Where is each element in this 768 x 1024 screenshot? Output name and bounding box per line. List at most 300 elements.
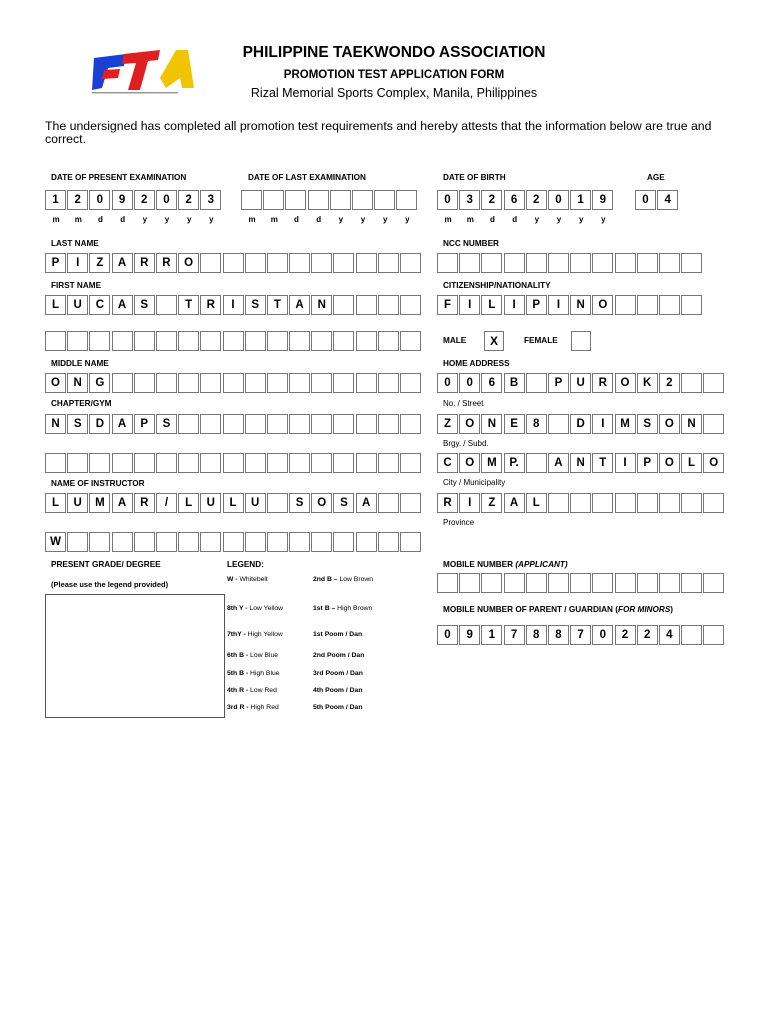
char-box[interactable] xyxy=(526,453,547,473)
char-box[interactable] xyxy=(89,331,110,351)
char-box[interactable]: N xyxy=(311,295,332,315)
address-city-boxes[interactable] xyxy=(437,453,725,473)
char-box[interactable]: 1 xyxy=(481,625,502,645)
char-box[interactable]: 0 xyxy=(437,373,458,393)
char-box[interactable] xyxy=(378,532,399,552)
char-box[interactable] xyxy=(437,253,458,273)
char-box[interactable]: 9 xyxy=(112,190,133,210)
label-city: City / Municipality xyxy=(443,478,506,487)
char-box[interactable]: Z xyxy=(437,414,458,434)
char-box[interactable]: A xyxy=(504,493,525,513)
char-box[interactable] xyxy=(703,414,724,434)
label-instructor: NAME OF INSTRUCTOR xyxy=(51,479,145,488)
first-name-boxes[interactable] xyxy=(45,295,422,315)
char-box[interactable]: N xyxy=(570,453,591,473)
char-box[interactable] xyxy=(356,532,377,552)
char-box[interactable] xyxy=(615,573,636,593)
ncc-number-boxes[interactable] xyxy=(437,253,703,273)
char-box[interactable]: 8 xyxy=(526,625,547,645)
char-box[interactable]: R xyxy=(134,253,155,273)
char-box[interactable] xyxy=(703,373,724,393)
char-box[interactable]: O xyxy=(45,373,66,393)
char-box[interactable] xyxy=(681,253,702,273)
char-box[interactable]: S xyxy=(134,295,155,315)
date-present-boxes[interactable] xyxy=(45,190,223,210)
char-box[interactable]: N xyxy=(45,414,66,434)
char-box[interactable] xyxy=(223,532,244,552)
char-box[interactable]: S xyxy=(333,493,354,513)
char-box[interactable]: T xyxy=(267,295,288,315)
char-box[interactable] xyxy=(156,373,177,393)
char-box[interactable] xyxy=(504,573,525,593)
char-box[interactable] xyxy=(592,573,613,593)
date-format-char: y xyxy=(360,215,366,224)
char-box[interactable] xyxy=(112,532,133,552)
char-box[interactable]: D xyxy=(89,414,110,434)
char-box[interactable] xyxy=(400,453,421,473)
char-box[interactable] xyxy=(681,373,702,393)
char-box[interactable] xyxy=(330,190,351,210)
char-box[interactable] xyxy=(459,573,480,593)
char-box[interactable]: O xyxy=(178,253,199,273)
last-name-boxes[interactable] xyxy=(45,253,422,273)
char-box[interactable]: R xyxy=(200,295,221,315)
char-box[interactable] xyxy=(681,493,702,513)
char-box[interactable]: N xyxy=(681,414,702,434)
char-box[interactable] xyxy=(333,373,354,393)
char-box[interactable] xyxy=(112,373,133,393)
char-box[interactable] xyxy=(659,253,680,273)
char-box[interactable] xyxy=(45,331,66,351)
char-box[interactable] xyxy=(223,453,244,473)
first-name-boxes-line2[interactable] xyxy=(45,331,422,351)
char-box[interactable] xyxy=(267,331,288,351)
char-box[interactable]: O xyxy=(459,453,480,473)
char-box[interactable] xyxy=(703,493,724,513)
char-box[interactable] xyxy=(400,295,421,315)
char-box[interactable] xyxy=(289,414,310,434)
char-box[interactable] xyxy=(311,373,332,393)
char-box[interactable] xyxy=(289,453,310,473)
char-box[interactable] xyxy=(178,373,199,393)
char-box[interactable] xyxy=(333,532,354,552)
char-box[interactable] xyxy=(374,190,395,210)
char-box[interactable] xyxy=(592,253,613,273)
char-box[interactable] xyxy=(311,331,332,351)
char-box[interactable]: 2 xyxy=(615,625,636,645)
char-box[interactable]: 6 xyxy=(481,373,502,393)
char-box[interactable] xyxy=(637,253,658,273)
char-box[interactable]: L xyxy=(45,493,66,513)
char-box[interactable]: 8 xyxy=(526,414,547,434)
char-box[interactable] xyxy=(267,532,288,552)
char-box[interactable]: 4 xyxy=(659,625,680,645)
char-box[interactable]: G xyxy=(89,373,110,393)
char-box[interactable] xyxy=(285,190,306,210)
char-box[interactable] xyxy=(134,532,155,552)
char-box[interactable]: S xyxy=(637,414,658,434)
char-box[interactable]: I xyxy=(548,295,569,315)
char-box[interactable]: P xyxy=(45,253,66,273)
char-box[interactable] xyxy=(659,493,680,513)
char-box[interactable] xyxy=(200,253,221,273)
char-box[interactable]: P xyxy=(637,453,658,473)
char-box[interactable]: I xyxy=(223,295,244,315)
char-box[interactable]: U xyxy=(200,493,221,513)
char-box[interactable]: L xyxy=(526,493,547,513)
char-box[interactable] xyxy=(223,331,244,351)
char-box[interactable] xyxy=(459,253,480,273)
char-box[interactable] xyxy=(156,532,177,552)
char-box[interactable]: T xyxy=(178,295,199,315)
char-box[interactable]: E xyxy=(504,414,525,434)
char-box[interactable]: P. xyxy=(504,453,525,473)
char-box[interactable] xyxy=(245,414,266,434)
char-box[interactable]: A xyxy=(548,453,569,473)
char-box[interactable] xyxy=(659,295,680,315)
char-box[interactable] xyxy=(526,373,547,393)
char-box[interactable]: R xyxy=(592,373,613,393)
char-box[interactable] xyxy=(548,493,569,513)
legend-item: 2nd Poom / Dan xyxy=(313,652,365,659)
char-box[interactable] xyxy=(356,295,377,315)
char-box[interactable]: L xyxy=(223,493,244,513)
char-box[interactable]: 0 xyxy=(437,625,458,645)
char-box[interactable] xyxy=(67,453,88,473)
char-box[interactable]: 2 xyxy=(67,190,88,210)
char-box[interactable] xyxy=(178,331,199,351)
char-box[interactable] xyxy=(241,190,262,210)
char-box[interactable]: 0 xyxy=(459,373,480,393)
char-box[interactable]: L xyxy=(681,453,702,473)
char-box[interactable] xyxy=(570,493,591,513)
date-format-char: m xyxy=(270,215,278,224)
char-box[interactable] xyxy=(400,373,421,393)
char-box[interactable]: I xyxy=(615,453,636,473)
char-box[interactable] xyxy=(526,253,547,273)
char-box[interactable] xyxy=(400,414,421,434)
char-box[interactable] xyxy=(615,295,636,315)
char-box[interactable] xyxy=(67,532,88,552)
char-box[interactable] xyxy=(681,573,702,593)
char-box[interactable]: 8 xyxy=(548,625,569,645)
char-box[interactable] xyxy=(156,453,177,473)
char-box[interactable]: O xyxy=(311,493,332,513)
char-box[interactable]: S xyxy=(245,295,266,315)
char-box[interactable]: T xyxy=(592,453,613,473)
char-box[interactable]: 4 xyxy=(657,190,678,210)
char-box[interactable] xyxy=(592,493,613,513)
char-box[interactable] xyxy=(200,331,221,351)
char-box[interactable]: 2 xyxy=(481,190,502,210)
char-box[interactable] xyxy=(548,253,569,273)
char-box[interactable]: 9 xyxy=(592,190,613,210)
char-box[interactable]: / xyxy=(156,493,177,513)
date-format-char: m xyxy=(248,215,256,224)
char-box[interactable]: 3 xyxy=(459,190,480,210)
char-box[interactable]: P xyxy=(526,295,547,315)
char-box[interactable] xyxy=(200,453,221,473)
char-box[interactable] xyxy=(637,493,658,513)
char-box[interactable]: D xyxy=(570,414,591,434)
date-format-char: d xyxy=(316,215,322,224)
char-box[interactable] xyxy=(112,453,133,473)
char-box[interactable] xyxy=(311,414,332,434)
char-box[interactable] xyxy=(134,453,155,473)
char-box[interactable]: I xyxy=(592,414,613,434)
char-box[interactable]: 0 xyxy=(592,625,613,645)
female-checkbox[interactable] xyxy=(571,331,591,351)
legend-item: 4th Poom / Dan xyxy=(313,687,363,694)
char-box[interactable]: 0 xyxy=(635,190,656,210)
char-box[interactable] xyxy=(311,532,332,552)
char-box[interactable] xyxy=(356,253,377,273)
char-box[interactable] xyxy=(223,414,244,434)
char-box[interactable]: F xyxy=(437,295,458,315)
char-box[interactable]: C xyxy=(89,295,110,315)
char-box[interactable]: 9 xyxy=(459,625,480,645)
char-box[interactable]: I xyxy=(67,253,88,273)
label-present-grade: PRESENT GRADE/ DEGREE xyxy=(51,560,161,569)
char-box[interactable]: Z xyxy=(481,493,502,513)
address-province-boxes[interactable] xyxy=(437,493,725,513)
char-box[interactable]: M xyxy=(481,453,502,473)
char-box[interactable] xyxy=(89,453,110,473)
char-box[interactable] xyxy=(289,373,310,393)
char-box[interactable]: U xyxy=(245,493,266,513)
char-box[interactable] xyxy=(548,573,569,593)
chapter-boxes[interactable] xyxy=(45,414,422,434)
char-box[interactable]: O xyxy=(703,453,724,473)
char-box[interactable] xyxy=(245,453,266,473)
char-box[interactable]: 2 xyxy=(659,373,680,393)
char-box[interactable] xyxy=(245,253,266,273)
char-box[interactable] xyxy=(437,573,458,593)
char-box[interactable] xyxy=(45,453,66,473)
char-box[interactable] xyxy=(356,414,377,434)
char-box[interactable] xyxy=(356,453,377,473)
char-box[interactable] xyxy=(333,414,354,434)
char-box[interactable] xyxy=(378,331,399,351)
char-box[interactable]: 0 xyxy=(89,190,110,210)
char-box[interactable]: 1 xyxy=(570,190,591,210)
char-box[interactable] xyxy=(289,253,310,273)
char-box[interactable] xyxy=(245,373,266,393)
char-box[interactable] xyxy=(289,331,310,351)
char-box[interactable]: I xyxy=(504,295,525,315)
char-box[interactable] xyxy=(659,573,680,593)
mobile-parent-boxes[interactable] xyxy=(437,625,725,645)
char-box[interactable] xyxy=(356,373,377,393)
char-box[interactable] xyxy=(267,414,288,434)
char-box[interactable] xyxy=(637,573,658,593)
char-box[interactable] xyxy=(703,625,724,645)
char-box[interactable]: 0 xyxy=(548,190,569,210)
char-box[interactable]: O xyxy=(459,414,480,434)
char-box[interactable] xyxy=(245,532,266,552)
char-box[interactable] xyxy=(570,573,591,593)
char-box[interactable] xyxy=(356,331,377,351)
char-box[interactable] xyxy=(311,253,332,273)
char-box[interactable] xyxy=(178,532,199,552)
char-box[interactable]: L xyxy=(45,295,66,315)
char-box[interactable] xyxy=(378,493,399,513)
char-box[interactable]: A xyxy=(356,493,377,513)
char-box[interactable] xyxy=(67,331,88,351)
char-box[interactable] xyxy=(178,414,199,434)
char-box[interactable] xyxy=(570,253,591,273)
chapter-boxes-line2[interactable] xyxy=(45,453,422,473)
char-box[interactable] xyxy=(267,453,288,473)
char-box[interactable] xyxy=(156,295,177,315)
char-box[interactable] xyxy=(637,295,658,315)
date-last-boxes[interactable] xyxy=(241,190,419,210)
char-box[interactable]: O xyxy=(615,373,636,393)
char-box[interactable]: A xyxy=(112,414,133,434)
char-box[interactable]: R xyxy=(156,253,177,273)
char-box[interactable]: N xyxy=(570,295,591,315)
legend-item: 1st Poom / Dan xyxy=(313,631,363,638)
char-box[interactable] xyxy=(308,190,329,210)
char-box[interactable] xyxy=(112,331,133,351)
char-box[interactable]: S xyxy=(156,414,177,434)
char-box[interactable] xyxy=(400,253,421,273)
char-box[interactable] xyxy=(134,331,155,351)
char-box[interactable]: 2 xyxy=(178,190,199,210)
char-box[interactable] xyxy=(378,253,399,273)
char-box[interactable] xyxy=(548,414,569,434)
char-box[interactable] xyxy=(481,573,502,593)
mobile-applicant-boxes[interactable] xyxy=(437,573,725,593)
char-box[interactable] xyxy=(681,295,702,315)
char-box[interactable] xyxy=(134,373,155,393)
instructor-boxes[interactable] xyxy=(45,493,422,513)
char-box[interactable] xyxy=(333,331,354,351)
present-grade-box[interactable] xyxy=(45,594,225,718)
dob-boxes[interactable] xyxy=(437,190,615,210)
char-box[interactable] xyxy=(481,253,502,273)
char-box[interactable]: A xyxy=(112,493,133,513)
char-box[interactable] xyxy=(200,414,221,434)
date-format-char: d xyxy=(490,215,495,224)
char-box[interactable]: L xyxy=(481,295,502,315)
male-checkbox[interactable]: X xyxy=(484,331,504,351)
char-box[interactable] xyxy=(267,493,288,513)
middle-name-boxes[interactable] xyxy=(45,373,422,393)
char-box[interactable]: L xyxy=(178,493,199,513)
char-box[interactable] xyxy=(400,493,421,513)
char-box[interactable]: 3 xyxy=(200,190,221,210)
char-box[interactable] xyxy=(156,331,177,351)
char-box[interactable] xyxy=(223,373,244,393)
address-street-boxes[interactable] xyxy=(437,373,725,393)
char-box[interactable]: M xyxy=(89,493,110,513)
char-box[interactable] xyxy=(89,532,110,552)
char-box[interactable] xyxy=(200,373,221,393)
char-box[interactable] xyxy=(378,295,399,315)
char-box[interactable] xyxy=(378,453,399,473)
char-box[interactable]: W xyxy=(45,532,66,552)
char-box[interactable]: A xyxy=(112,253,133,273)
char-box[interactable] xyxy=(333,295,354,315)
char-box[interactable]: A xyxy=(289,295,310,315)
char-box[interactable]: 0 xyxy=(156,190,177,210)
char-box[interactable] xyxy=(289,532,310,552)
char-box[interactable] xyxy=(333,253,354,273)
char-box[interactable] xyxy=(615,493,636,513)
char-box[interactable]: C xyxy=(437,453,458,473)
char-box[interactable]: P xyxy=(134,414,155,434)
char-box[interactable] xyxy=(311,453,332,473)
char-box[interactable]: U xyxy=(570,373,591,393)
char-box[interactable]: P xyxy=(548,373,569,393)
char-box[interactable]: 1 xyxy=(45,190,66,210)
char-box[interactable]: 0 xyxy=(437,190,458,210)
char-box[interactable] xyxy=(263,190,284,210)
char-box[interactable] xyxy=(400,532,421,552)
char-box[interactable]: K xyxy=(637,373,658,393)
char-box[interactable] xyxy=(703,573,724,593)
char-box[interactable] xyxy=(267,373,288,393)
age-boxes[interactable] xyxy=(635,190,679,210)
char-box[interactable] xyxy=(245,331,266,351)
char-box[interactable] xyxy=(178,453,199,473)
char-box[interactable] xyxy=(504,253,525,273)
char-box[interactable] xyxy=(396,190,417,210)
char-box[interactable]: O xyxy=(659,414,680,434)
char-box[interactable] xyxy=(378,414,399,434)
char-box[interactable] xyxy=(615,253,636,273)
char-box[interactable]: S xyxy=(67,414,88,434)
char-box[interactable]: M xyxy=(615,414,636,434)
char-box[interactable]: 7 xyxy=(570,625,591,645)
char-box[interactable] xyxy=(526,573,547,593)
char-box[interactable]: 2 xyxy=(526,190,547,210)
char-box[interactable] xyxy=(333,453,354,473)
char-box[interactable] xyxy=(400,331,421,351)
char-box[interactable] xyxy=(378,373,399,393)
char-box[interactable]: I xyxy=(459,493,480,513)
char-box[interactable] xyxy=(200,532,221,552)
char-box[interactable] xyxy=(681,625,702,645)
char-box[interactable]: 7 xyxy=(504,625,525,645)
char-box[interactable]: B xyxy=(504,373,525,393)
char-box[interactable]: R xyxy=(437,493,458,513)
citizenship-boxes[interactable] xyxy=(437,295,703,315)
char-box[interactable] xyxy=(223,253,244,273)
char-box[interactable]: O xyxy=(659,453,680,473)
char-box[interactable]: A xyxy=(112,295,133,315)
char-box[interactable]: N xyxy=(67,373,88,393)
char-box[interactable]: 6 xyxy=(504,190,525,210)
char-box[interactable] xyxy=(352,190,373,210)
char-box[interactable]: U xyxy=(67,295,88,315)
char-box[interactable]: Z xyxy=(89,253,110,273)
char-box[interactable]: I xyxy=(459,295,480,315)
char-box[interactable]: N xyxy=(481,414,502,434)
char-box[interactable] xyxy=(267,253,288,273)
label-brgy-subd: Brgy. / Subd. xyxy=(443,439,489,448)
char-box[interactable]: U xyxy=(67,493,88,513)
char-box[interactable]: R xyxy=(134,493,155,513)
char-box[interactable]: S xyxy=(289,493,310,513)
char-box[interactable]: 2 xyxy=(134,190,155,210)
label-first-name: FIRST NAME xyxy=(51,281,102,290)
char-box[interactable]: O xyxy=(592,295,613,315)
address-brgy-boxes[interactable] xyxy=(437,414,725,434)
char-box[interactable]: 2 xyxy=(637,625,658,645)
instructor-boxes-line2[interactable] xyxy=(45,532,422,552)
